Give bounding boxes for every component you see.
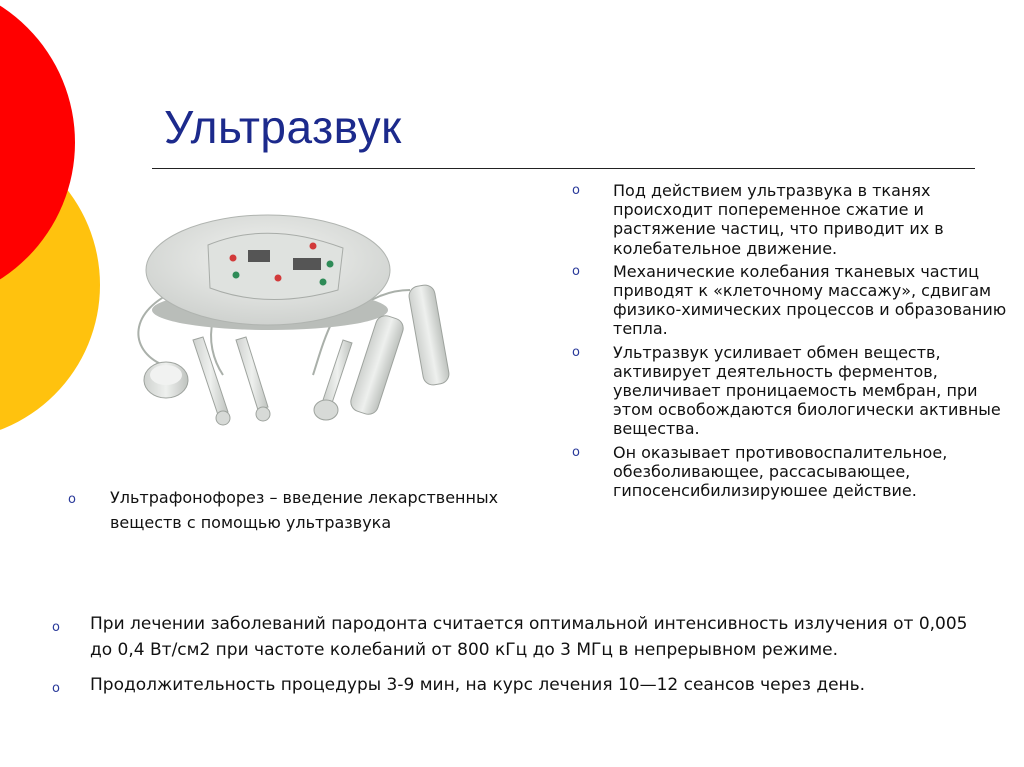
list-item <box>572 181 1012 258</box>
list-item <box>572 443 1012 501</box>
title-divider <box>152 168 975 169</box>
circle-bullet-icon: o <box>572 444 580 460</box>
circle-bullet-icon: o <box>572 263 580 279</box>
list-item-text: Под действием ультразвука в тканях происходит попеременное сжатие и растяжение частиц, что приводит их в колебательное движение. <box>613 181 944 258</box>
circle-bullet-icon: o <box>52 681 60 696</box>
device-display-right <box>293 258 321 270</box>
electrode-paddle-1 <box>348 313 406 417</box>
circle-bullet-icon: o <box>68 492 76 507</box>
list-item <box>572 262 1012 339</box>
probe-wand-1 <box>193 337 230 425</box>
bottom-bullet-list <box>52 611 992 707</box>
right-bullet-list <box>572 181 1012 504</box>
electrode-paddle-2 <box>408 284 451 387</box>
list-item-text: Продолжительность процедуры 3-9 мин, на курс лечения 10—12 сеансов через день. <box>90 675 866 695</box>
circle-bullet-icon: o <box>572 344 580 360</box>
circle-bullet-icon: o <box>572 183 580 198</box>
circle-bullet-icon: o <box>52 620 60 635</box>
slide-title: Ультразвук <box>164 101 402 153</box>
image-caption: Ультрафонофорез – введение лекарственных веществ с помощью ультразвука <box>110 488 499 532</box>
list-item-text: Он оказывает противовоспалительное, обезболивающее, рассасывающее, гипосенсибилизируюшее действие. <box>613 442 948 501</box>
list-item-text: Ультразвук усиливает обмен веществ, активирует деятельность ферментов, увеличивает проницаемость мембран, при этом освобождаются биологически активные вещества. <box>613 342 1001 439</box>
image-caption-list <box>68 486 508 535</box>
list-item <box>68 486 508 535</box>
device-panel <box>208 233 343 299</box>
device-display-left <box>248 250 270 262</box>
probe-disc <box>144 362 188 398</box>
list-item <box>52 611 992 663</box>
list-item-text: При лечении заболеваний пародонта считается оптимальной интенсивность излучения от 0,005 до 0,4 Вт/см2 при частоте колебаний от 800 кГц до 3 МГц в непрерывном режиме. <box>90 614 968 660</box>
ultrasound-device-image <box>118 190 468 445</box>
list-item <box>572 343 1012 439</box>
list-item <box>52 672 992 698</box>
probe-wand-2 <box>236 337 270 421</box>
list-item-text: Механические колебания тканевых частиц приводят к «клеточному массажу», сдвигам физико-химических процессов и образованию тепла. <box>613 261 1007 339</box>
